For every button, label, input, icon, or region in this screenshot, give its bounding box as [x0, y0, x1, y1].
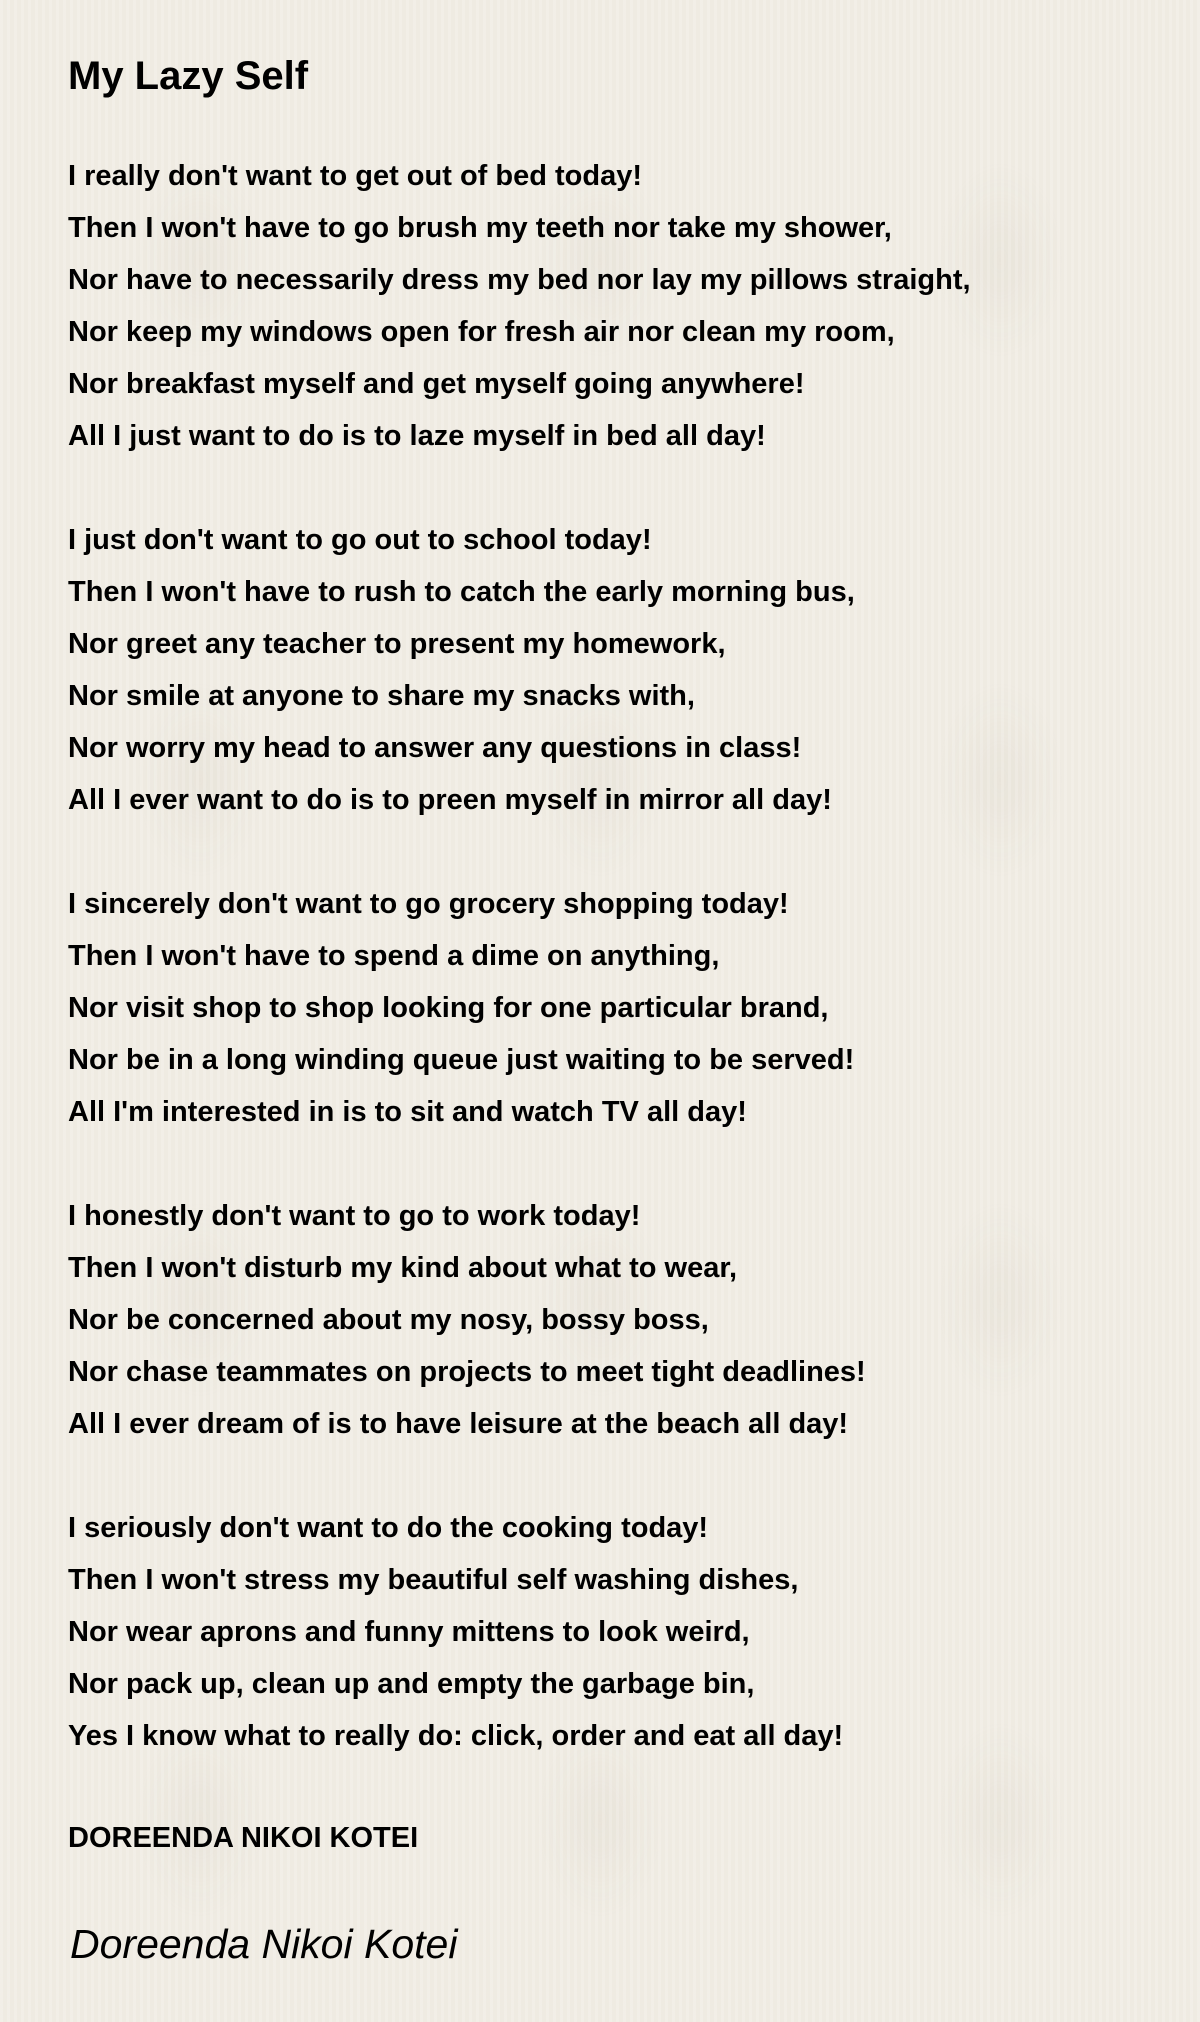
poem-line: Nor wear aprons and funny mittens to look weird, — [68, 1616, 750, 1648]
poem-line: Nor smile at anyone to share my snacks with, — [68, 680, 695, 712]
poem-line: Nor worry my head to answer any questions in class! — [68, 732, 802, 764]
poem-line: I honestly don't want to go to work today! — [68, 1200, 641, 1232]
poem-line: Then I won't have to rush to catch the early morning bus, — [68, 576, 855, 608]
poem-line: Nor breakfast myself and get myself going anywhere! — [68, 368, 805, 400]
poem-title: My Lazy Self — [68, 54, 309, 98]
poem-line: Nor keep my windows open for fresh air nor clean my room, — [68, 316, 895, 348]
stanza-2 — [68, 514, 1168, 826]
poem-line: I just don't want to go out to school today! — [68, 524, 652, 556]
poem-line: Nor pack up, clean up and empty the garbage bin, — [68, 1668, 755, 1700]
poem-line: Nor be concerned about my nosy, bossy boss, — [68, 1304, 709, 1336]
poem-line: Yes I know what to really do: click, order and eat all day! — [68, 1720, 844, 1752]
stanza-5 — [68, 1502, 1168, 1762]
poem-line: All I'm interested in is to sit and watch TV all day! — [68, 1096, 747, 1128]
poem-line: Nor have to necessarily dress my bed nor lay my pillows straight, — [68, 264, 971, 296]
author-name-caps: DOREENDA NIKOI KOTEI — [68, 1822, 419, 1854]
poem-line: I sincerely don't want to go grocery shopping today! — [68, 888, 789, 920]
poem-line: Then I won't have to spend a dime on anything, — [68, 940, 720, 972]
poem-line: All I ever want to do is to preen myself in mirror all day! — [68, 784, 832, 816]
poem-line: Then I won't have to go brush my teeth nor take my shower, — [68, 212, 892, 244]
poem-body — [68, 150, 1168, 1814]
poem-line: Nor chase teammates on projects to meet tight deadlines! — [68, 1356, 866, 1388]
stanza-1 — [68, 150, 1168, 462]
poem-line: Nor be in a long winding queue just waiting to be served! — [68, 1044, 855, 1076]
poem-line: All I ever dream of is to have leisure at the beach all day! — [68, 1408, 849, 1440]
poem-line: All I just want to do is to laze myself in bed all day! — [68, 420, 766, 452]
stanza-4 — [68, 1190, 1168, 1450]
poem-line: Nor greet any teacher to present my homework, — [68, 628, 726, 660]
author-signature: Doreenda Nikoi Kotei — [70, 1921, 458, 1967]
poem-line: Then I won't stress my beautiful self washing dishes, — [68, 1564, 799, 1596]
poem-line: Then I won't disturb my kind about what to wear, — [68, 1252, 738, 1284]
poem-line: I seriously don't want to do the cooking today! — [68, 1512, 709, 1544]
stanza-3 — [68, 878, 1168, 1138]
poem-line: Nor visit shop to shop looking for one particular brand, — [68, 992, 829, 1024]
poem-line: I really don't want to get out of bed today! — [68, 160, 642, 192]
